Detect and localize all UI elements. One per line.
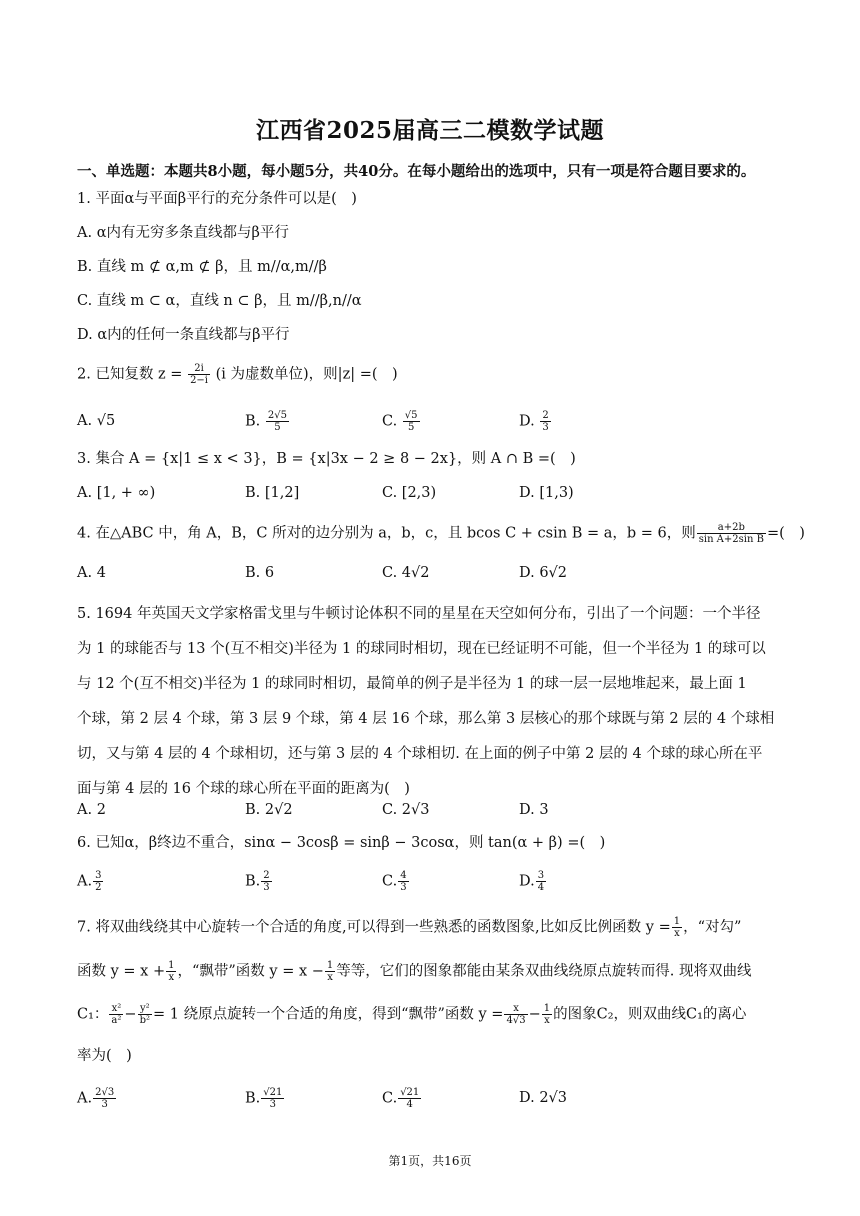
- q3-option-b: B. [1,2]: [245, 485, 300, 501]
- q4-option-b: B. 6: [245, 565, 275, 581]
- q3-option-a: A. [1, + ∞): [77, 485, 156, 501]
- q5-options: [77, 799, 777, 821]
- q7-options: [77, 1087, 777, 1109]
- q2-options: [77, 410, 777, 432]
- q6-option-c: C. $\frac{4}{3}$: [382, 870, 407, 893]
- q4-option-c: C. 4√2: [382, 565, 430, 581]
- q4-option-a: A. 4: [77, 565, 106, 581]
- question-3-stem: 3. 集合 A = {x|1 ≤ x < 3}，B = {x|3x − 2 ≥ 8 − 2x}，则 A ∩ B =( ): [77, 451, 576, 467]
- fraction: $\frac{2i}{2-i}$: [190, 363, 209, 386]
- q6-option-d: D. $\frac{3}{4}$: [519, 870, 545, 893]
- question-2-stem: 2. 已知复数 z = $\frac{2i}{2-i}$ (i 为虚数单位)，则|z| =( ): [77, 363, 398, 386]
- question-5-stem: 5. 1694 年英国天文学家格雷戈里与牛顿讨论体积不同的星星在天空如何分布，引出了一个问题：一个半径 为 1 的球能否与 13 个(互不相交)半径为 1 的球同时相切，现在已经证明不可能，但一个半径为 1 的球可以 与 12 个(互不相交)半径为 1 的球同时相切，最简单的例子是半径为 1 的球一层一层地堆起来，最上面 1 个球，第 2 层 4 个球，第 3 层 9 个球，第 4 层 16 个球，那么第 3 层核心的那个球既与第 2 层的 4 个球相 切，又与第 4 层的 4 个球相切，还与第 3 层的 4 个球相切. 在上面的例子中第 2 层的 4 个球的球心所在平 面与第 4 层的 16 个球的球心所在平面的距离为( ): [77, 606, 775, 797]
- question-7-line-1: 7. 将双曲线绕其中心旋转一个合适的角度,可以得到一些熟悉的函数图象,比如反比例函数 y = $\frac{1}{x}$ ，“对勾”: [77, 916, 742, 939]
- q4-options: [77, 562, 777, 584]
- question-7-line-4: 率为( ): [77, 1048, 132, 1064]
- page-footer: 第1页，共16页: [388, 1154, 472, 1168]
- q1-option-a: A. α内有无穷多条直线都与β平行: [77, 225, 289, 241]
- q7-option-b: B. $\frac{√21}{3}$: [245, 1087, 283, 1110]
- q5-option-c: C. 2√3: [382, 802, 430, 818]
- q2-option-b: B. $\frac{2√5}{5}$: [245, 410, 287, 433]
- q1-option-d: D. α内的任何一条直线都与β平行: [77, 327, 290, 343]
- q5-option-b: B. 2√2: [245, 802, 293, 818]
- q6-option-a: A. $\frac{3}{2}$: [77, 870, 102, 893]
- section-heading: 一、单选题：本题共8小题，每小题5分，共40分。在每小题给出的选项中，只有一项是符合题目要求的。: [77, 163, 756, 180]
- question-4-stem: 4. 在△ABC 中，角 A，B，C 所对的边分别为 a，b，c，且 bcos C + csin B = a，b = 6，则 $\frac{a+2b}{\text{sin A+2sin B}}$ =( ): [77, 522, 805, 545]
- q6-options: [77, 870, 777, 892]
- q7-option-d: D. 2√3: [519, 1090, 568, 1106]
- q1-option-c: C. 直线 m ⊂ α，直线 n ⊂ β，且 m//β,n//α: [77, 293, 362, 309]
- page-title: 江西省2025届高三二模数学试题: [255, 117, 604, 144]
- q2-option-d: D. $\frac{2}{3}$: [519, 410, 549, 433]
- fraction: $\frac{a+2b}{\text{sin A+2sin B}}$: [698, 522, 764, 545]
- q7-option-a: A. $\frac{2√3}{3}$: [77, 1087, 115, 1110]
- q5-option-d: D. 3: [519, 802, 549, 818]
- q2-option-c: C. $\frac{√5}{5}$: [382, 410, 418, 433]
- q4-option-d: D. 6√2: [519, 565, 568, 581]
- question-7-line-2: 函数 y = x + $\frac{1}{x}$ ，“飘带”函数 y = x − $\frac{1}{x}$ 等等，它们的图象都能由某条双曲线绕原点旋转而得. 现将双曲线: [77, 960, 752, 983]
- q3-option-c: C. [2,3): [382, 485, 437, 501]
- q3-options: [77, 482, 777, 504]
- q3-option-d: D. [1,3): [519, 485, 574, 501]
- q5-option-a: A. 2: [77, 802, 106, 818]
- q7-option-c: C. $\frac{√21}{4}$: [382, 1087, 420, 1110]
- q1-option-b: B. 直线 m ⊄ α,m ⊄ β，且 m//α,m//β: [77, 259, 327, 275]
- question-6-stem: 6. 已知α，β终边不重合，sinα − 3cosβ = sinβ − 3cosα，则 tan(α + β) =( ): [77, 835, 606, 851]
- question-1-stem: 1. 平面α与平面β平行的充分条件可以是( ): [77, 191, 357, 207]
- question-7-line-3: C₁： $\frac{\text{x²}}{\text{a²}}$ − $\frac{\text{y²}}{\text{b²}}$ = 1 绕原点旋转一个合适的角度，得到“飘带”函数 y = $\frac{x}{4√3}$ − $\frac{1}{x}$ 的图象C₂，则双曲线C₁的离心: [77, 1003, 747, 1026]
- q6-option-b: B. $\frac{2}{3}$: [245, 870, 270, 893]
- q2-option-a: A. √5: [77, 413, 116, 429]
